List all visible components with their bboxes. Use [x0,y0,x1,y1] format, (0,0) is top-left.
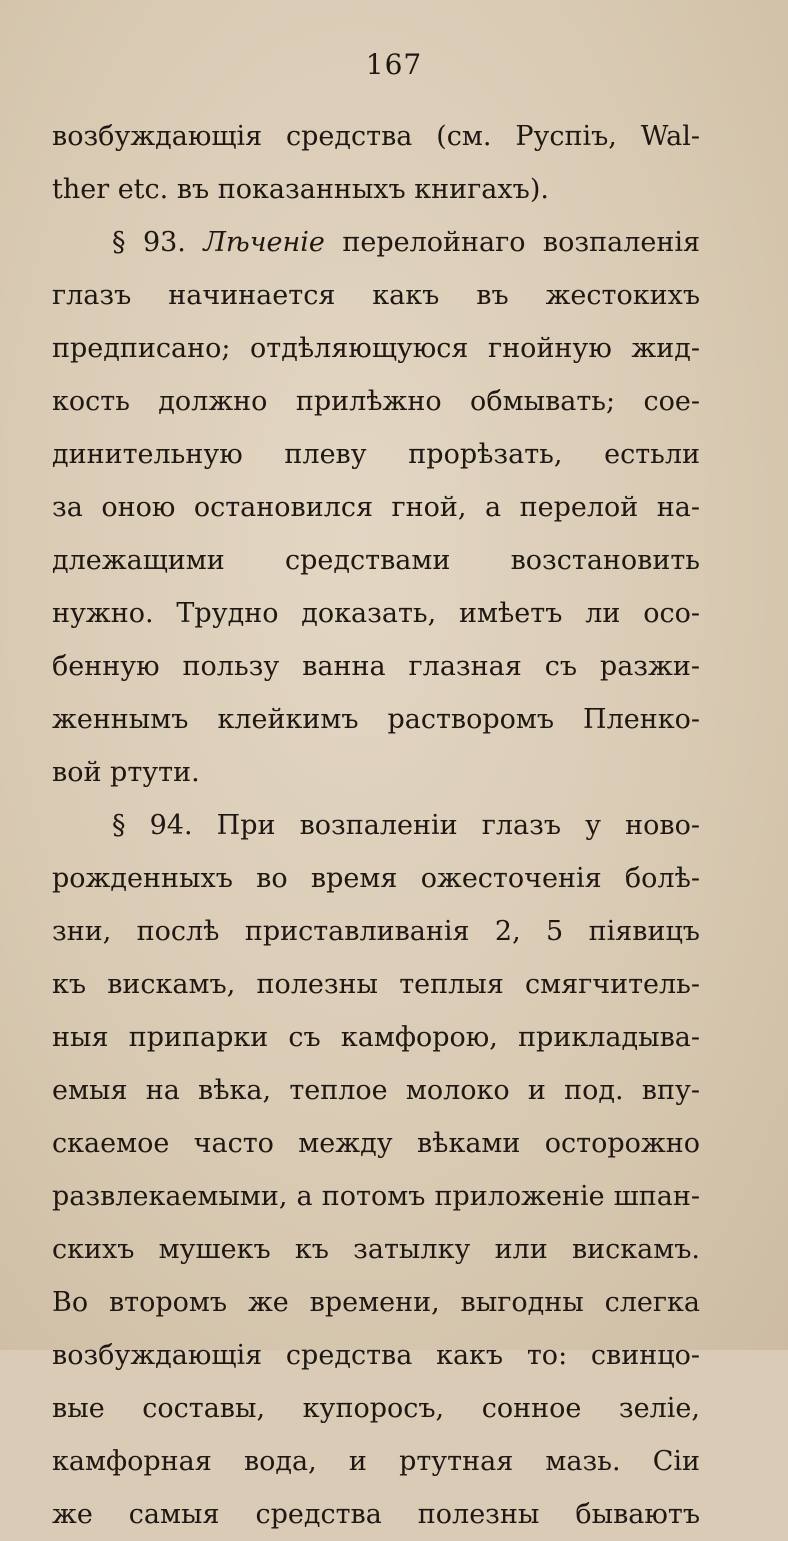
text-line [52,1170,700,1223]
line-text: же самыя средства полезны бываютъ [52,1499,700,1530]
line-text: длежащими средствами возстановить [52,545,700,576]
line-text: ныя припарки съ камфорою, прикладыва- [52,1022,700,1053]
line-text: возбуждающія средства какъ то: свинцо- [52,1340,700,1371]
line-text: емыя на вѣка, теплое молоко и под. впу- [52,1075,700,1106]
text-line [52,852,700,905]
line-text: скаемое часто между вѣками осторожно [52,1128,700,1159]
text-line [52,375,700,428]
text-line [52,110,700,163]
line-text: нужно. Трудно доказать, имѣетъ ли осо- [52,598,700,629]
line-text: динительную плеву прорѣзать, естьли [52,439,700,470]
text-line [52,587,700,640]
text-line [52,428,700,481]
text-line [52,958,700,1011]
text-line [52,799,700,852]
line-text: вые составы, купоросъ, сонное зеліе, [52,1393,700,1424]
line-text: перелойнаго возпаленія [324,227,700,258]
page-number: 167 [365,48,423,81]
line-text: Во второмъ же времени, выгодны слегка [52,1287,700,1318]
line-text: скихъ мушекъ къ затылку или вискамъ. [52,1234,700,1265]
text-line [52,1435,700,1488]
text-line [52,905,700,958]
line-text: кость должно прилѣжно обмывать; сое- [52,386,700,417]
text-line [52,481,700,534]
line-text: бенную пользу ванна глазная съ разжи- [52,651,700,682]
text-line [52,1276,700,1329]
text-line [52,1382,700,1435]
text-line [52,322,700,375]
text-line [52,1223,700,1276]
line-text: предписано; отдѣляющуюся гнойную жид- [52,333,700,364]
text-line [52,269,700,322]
text-line [52,693,700,746]
line-text: камфорная вода, и ртутная мазь. Сіи [52,1446,700,1477]
line-text: возбуждающія средства (см. Руспіъ, Wal- [52,121,700,152]
line-text: зни, послѣ приставливанія 2, 5 піявицъ [52,916,700,947]
text-line [52,534,700,587]
text-line [52,746,700,799]
line-text: ther etc. въ показанныхъ книгахъ). [52,174,549,205]
italic-term: Лѣченіе [203,227,325,258]
line-text: женнымъ клейкимъ растворомъ Пленко- [52,704,700,735]
line-text: развлекаемыми, а потомъ приложеніе шпан- [52,1181,700,1212]
text-line [52,216,700,269]
line-text: § 94. При возпаленіи глазъ у ново- [112,810,700,841]
text-line [52,1329,700,1382]
page-body-text [52,110,700,1541]
section-marker: § 93. [112,227,204,258]
line-text: вой ртути. [52,757,200,788]
line-text: глазъ начинается какъ въ жестокихъ [52,280,700,311]
text-line [52,1117,700,1170]
line-text: къ вискамъ, полезны теплыя смягчитель- [52,969,700,1000]
text-line [52,640,700,693]
text-line [52,1011,700,1064]
line-text: рожденныхъ во время ожесточенія болѣ- [52,863,700,894]
text-line [52,1488,700,1541]
text-line [52,1064,700,1117]
text-line [52,163,700,216]
line-text: за оною остановился гной, а перелой на- [52,492,700,523]
